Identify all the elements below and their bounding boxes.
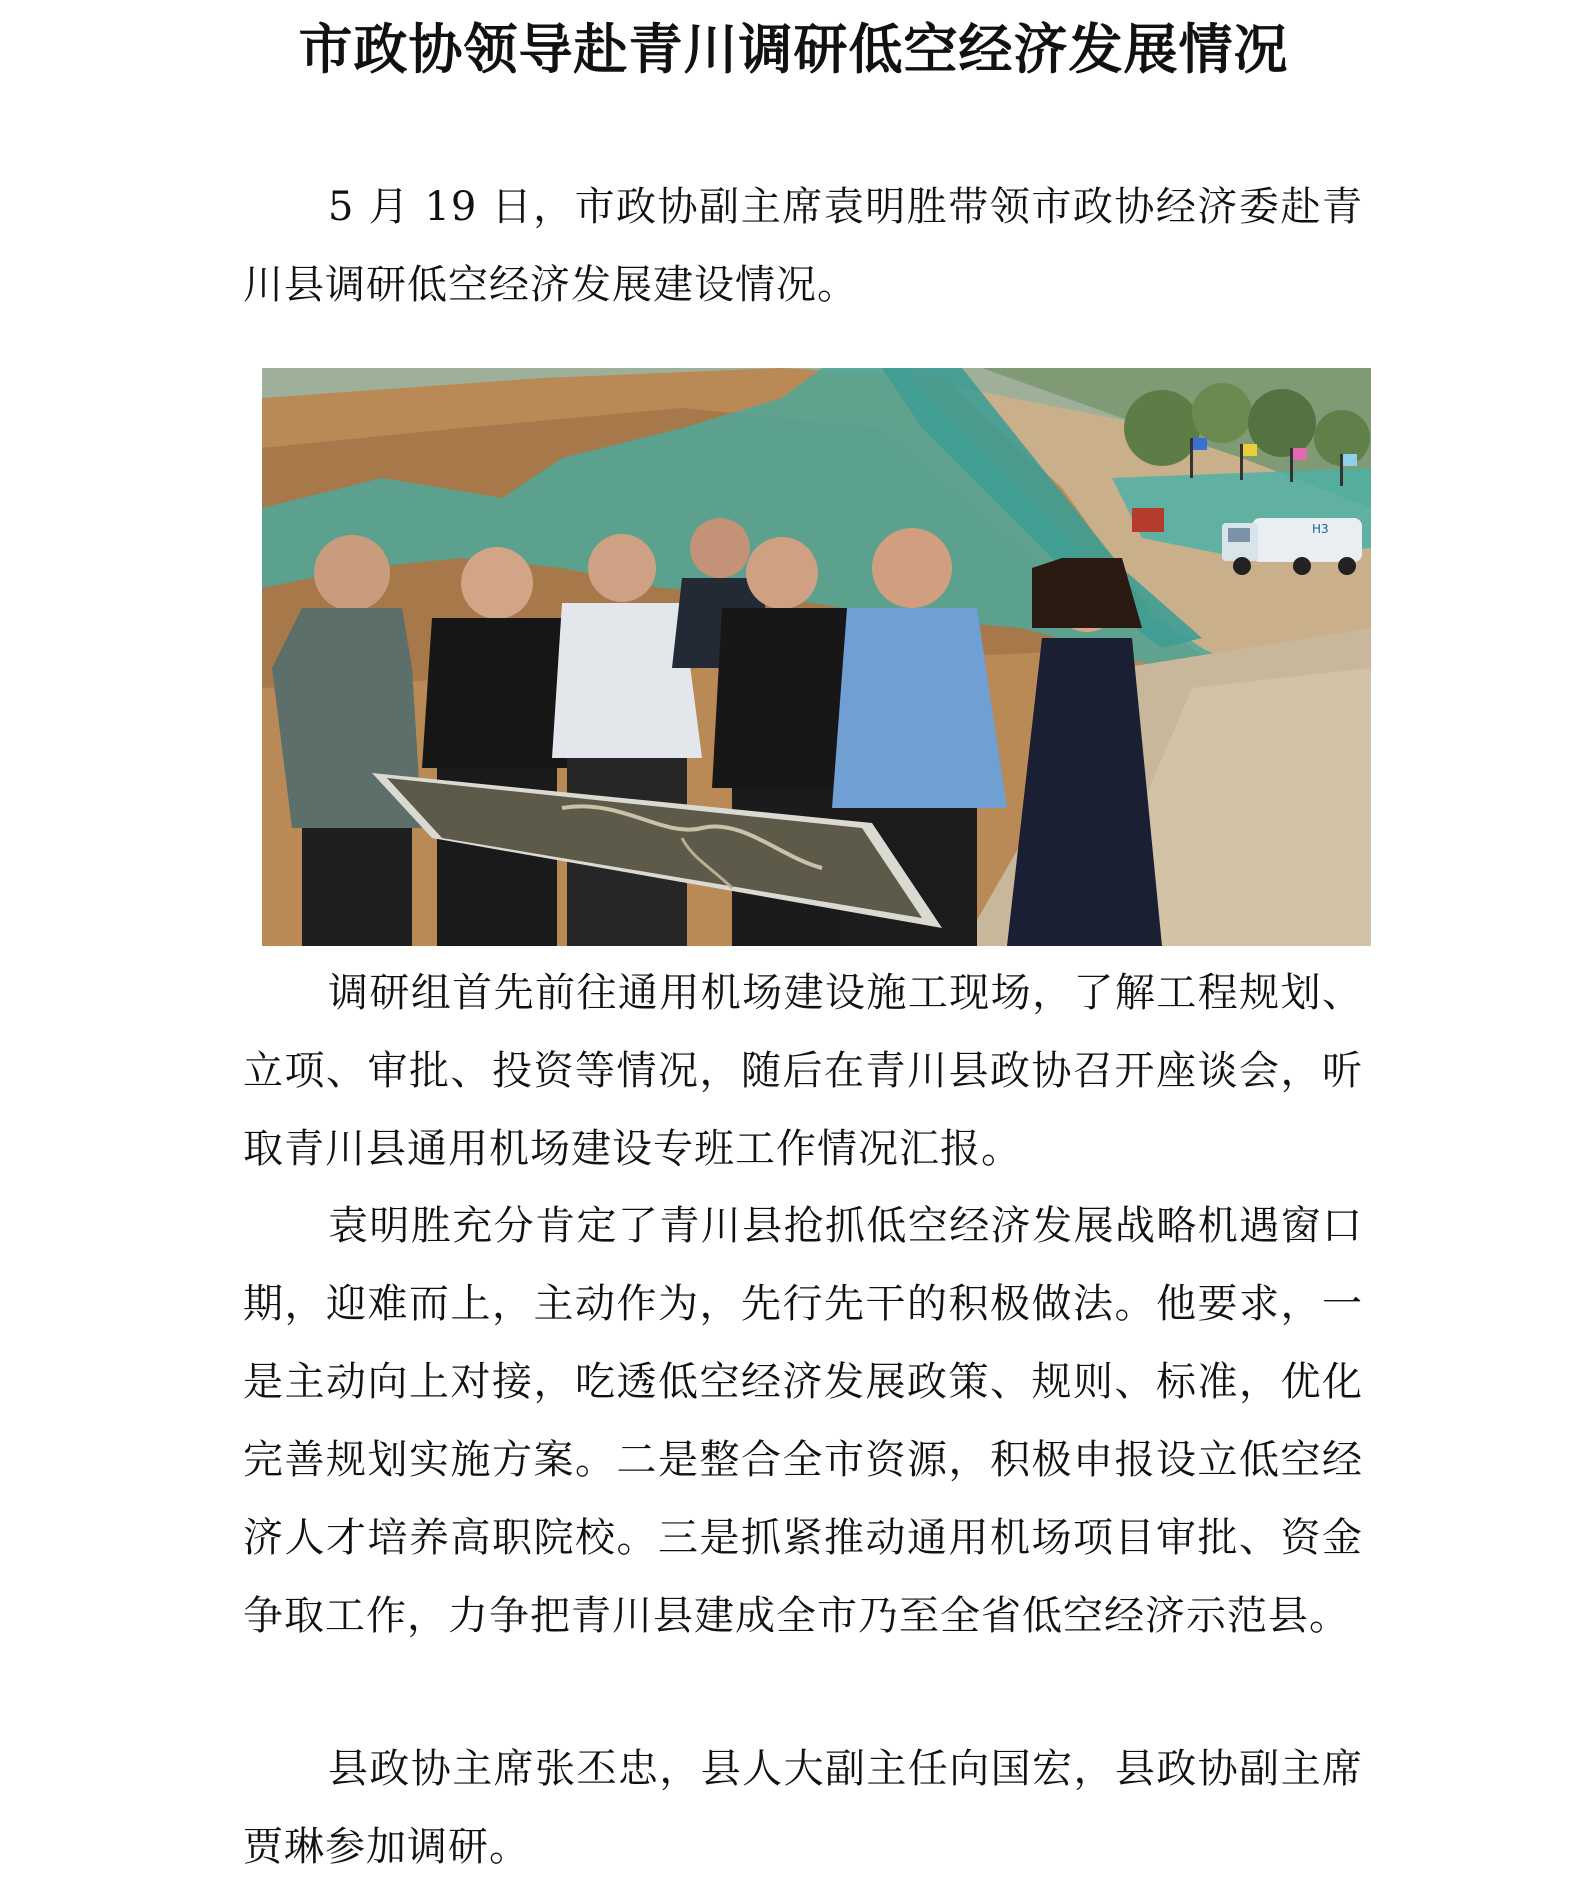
paragraph-intro: 5 月 19 日，市政协副主席袁明胜带领市政协经济委赴青川县调研低空经济发展建设情况。	[243, 184, 1363, 308]
article-title: 市政协领导赴青川调研低空经济发展情况	[298, 17, 1289, 81]
paragraph-field-visit: 调研组首先前往通用机场建设施工现场，了解工程规划、立项、审批、投资等情况，随后在青川县政协召开座谈会，听取青川县通用机场建设专班工作情况汇报。	[243, 970, 1363, 1172]
site-visit-photo	[262, 368, 1371, 946]
truck-label: H3	[1312, 522, 1329, 536]
paragraph-attendees: 县政协主席张丕忠，县人大副主任向国宏，县政协副主席贾琳参加调研。	[243, 1746, 1363, 1870]
paragraph-requirements: 袁明胜充分肯定了青川县抢抓低空经济发展战略机遇窗口期，迎难而上，主动作为，先行先干的积极做法。他要求，一是主动向上对接，吃透低空经济发展政策、规则、标准，优化完善规划实施方案。二是整合全市资源，积极申报设立低空经济人才培养高职院校。三是抓紧推动通用机场项目审批、资金争取工作，力争把青川县建成全市乃至全省低空经济示范县。	[243, 1203, 1363, 1639]
